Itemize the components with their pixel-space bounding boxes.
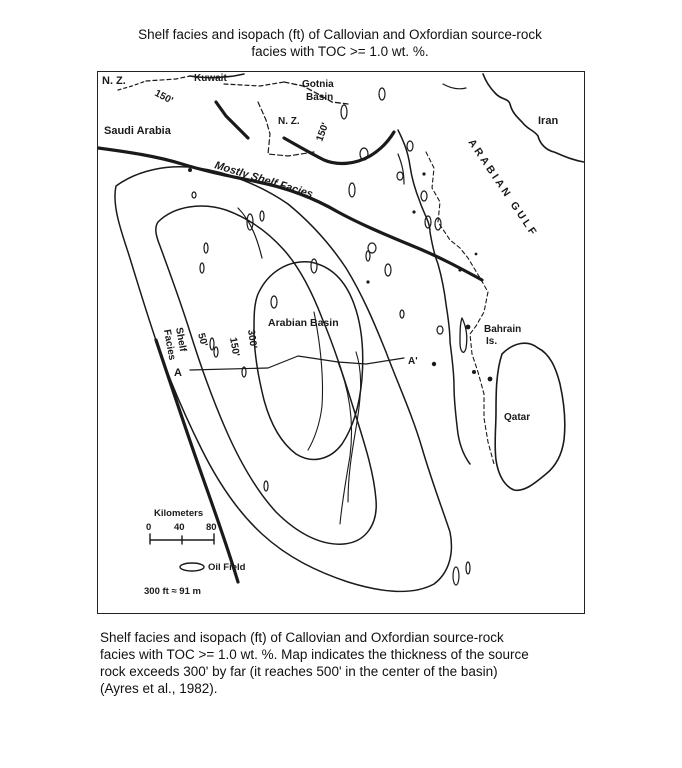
label-saudi-arabia: Saudi Arabia: [104, 125, 171, 137]
caption-line-1: Shelf facies and isopach (ft) of Callovian and Oxfordian source-rock: [100, 630, 504, 645]
caption-line-3: rock exceeds 300' by far (it reaches 500' in the center of the basin): [100, 664, 498, 679]
bahrain-island: [460, 318, 467, 352]
map-frame: [97, 71, 585, 614]
arabian-coastline: [398, 130, 470, 464]
label-gotnia-basin-line-1: Gotnia: [302, 79, 334, 90]
oil-field-legend-symbol: [180, 563, 204, 571]
figure-title-line-2: facies with TOC >= 1.0 wt. %.: [251, 44, 429, 59]
iran-coastline: [483, 74, 584, 162]
contour-label-150-north: 150': [152, 87, 175, 107]
label-kuwait: Kuwait: [194, 73, 227, 84]
label-nz-top: N. Z.: [102, 75, 126, 87]
label-arabian-basin: Arabian Basin: [268, 317, 339, 329]
isopach-contour-300: [254, 262, 363, 460]
oil-field-legend-label: Oil Field: [208, 562, 246, 573]
map-drawing: [98, 72, 585, 614]
isopach-contour-50: [115, 167, 452, 592]
label-gotnia-basin-line-2: Basin: [306, 92, 334, 103]
scale-bar-tick-40: 40: [174, 522, 185, 533]
label-qatar: Qatar: [504, 412, 531, 423]
label-shelf-facies-line-2: Facies: [161, 328, 178, 362]
figure-title-line-1: Shelf facies and isopach (ft) of Callovian and Oxfordian source-rock: [138, 27, 542, 42]
caption-line-4: (Ayres et al., 1982).: [100, 681, 218, 696]
label-bahrain-line-2: Is.: [486, 336, 498, 347]
contour-label-50: 50': [195, 331, 210, 348]
label-iran: Iran: [538, 115, 559, 127]
label-arabian-gulf: ARABIAN GULF: [465, 136, 541, 240]
label-mostly-shelf-facies: Mostly Shelf Facies: [213, 159, 315, 201]
shelf-boundary-north: [216, 102, 248, 138]
label-section-a-prime: A': [408, 356, 418, 367]
figure-caption: [100, 629, 620, 697]
label-nz-mid: N. Z.: [278, 116, 300, 127]
contour-label-150: 150': [227, 336, 242, 358]
cross-section-line: [190, 356, 404, 370]
scale-bar-title: Kilometers: [154, 508, 204, 519]
unit-conversion-note: 300 ft ≈ 91 m: [144, 586, 201, 597]
caption-line-2: facies with TOC >= 1.0 wt. %. Map indicates the thickness of the source: [100, 647, 529, 662]
label-shelf-facies-line-1: Shelf: [173, 326, 189, 353]
contour-label-300: 300': [245, 328, 259, 350]
label-section-a: A: [174, 367, 182, 379]
scale-bar-tick-80: 80: [206, 522, 217, 533]
scale-bar-tick-0: 0: [146, 522, 152, 533]
label-bahrain-line-1: Bahrain: [484, 324, 522, 335]
contour-label-150-gotnia: 150': [314, 121, 332, 144]
scale-bar: [150, 534, 214, 544]
figure-title: [60, 26, 620, 60]
